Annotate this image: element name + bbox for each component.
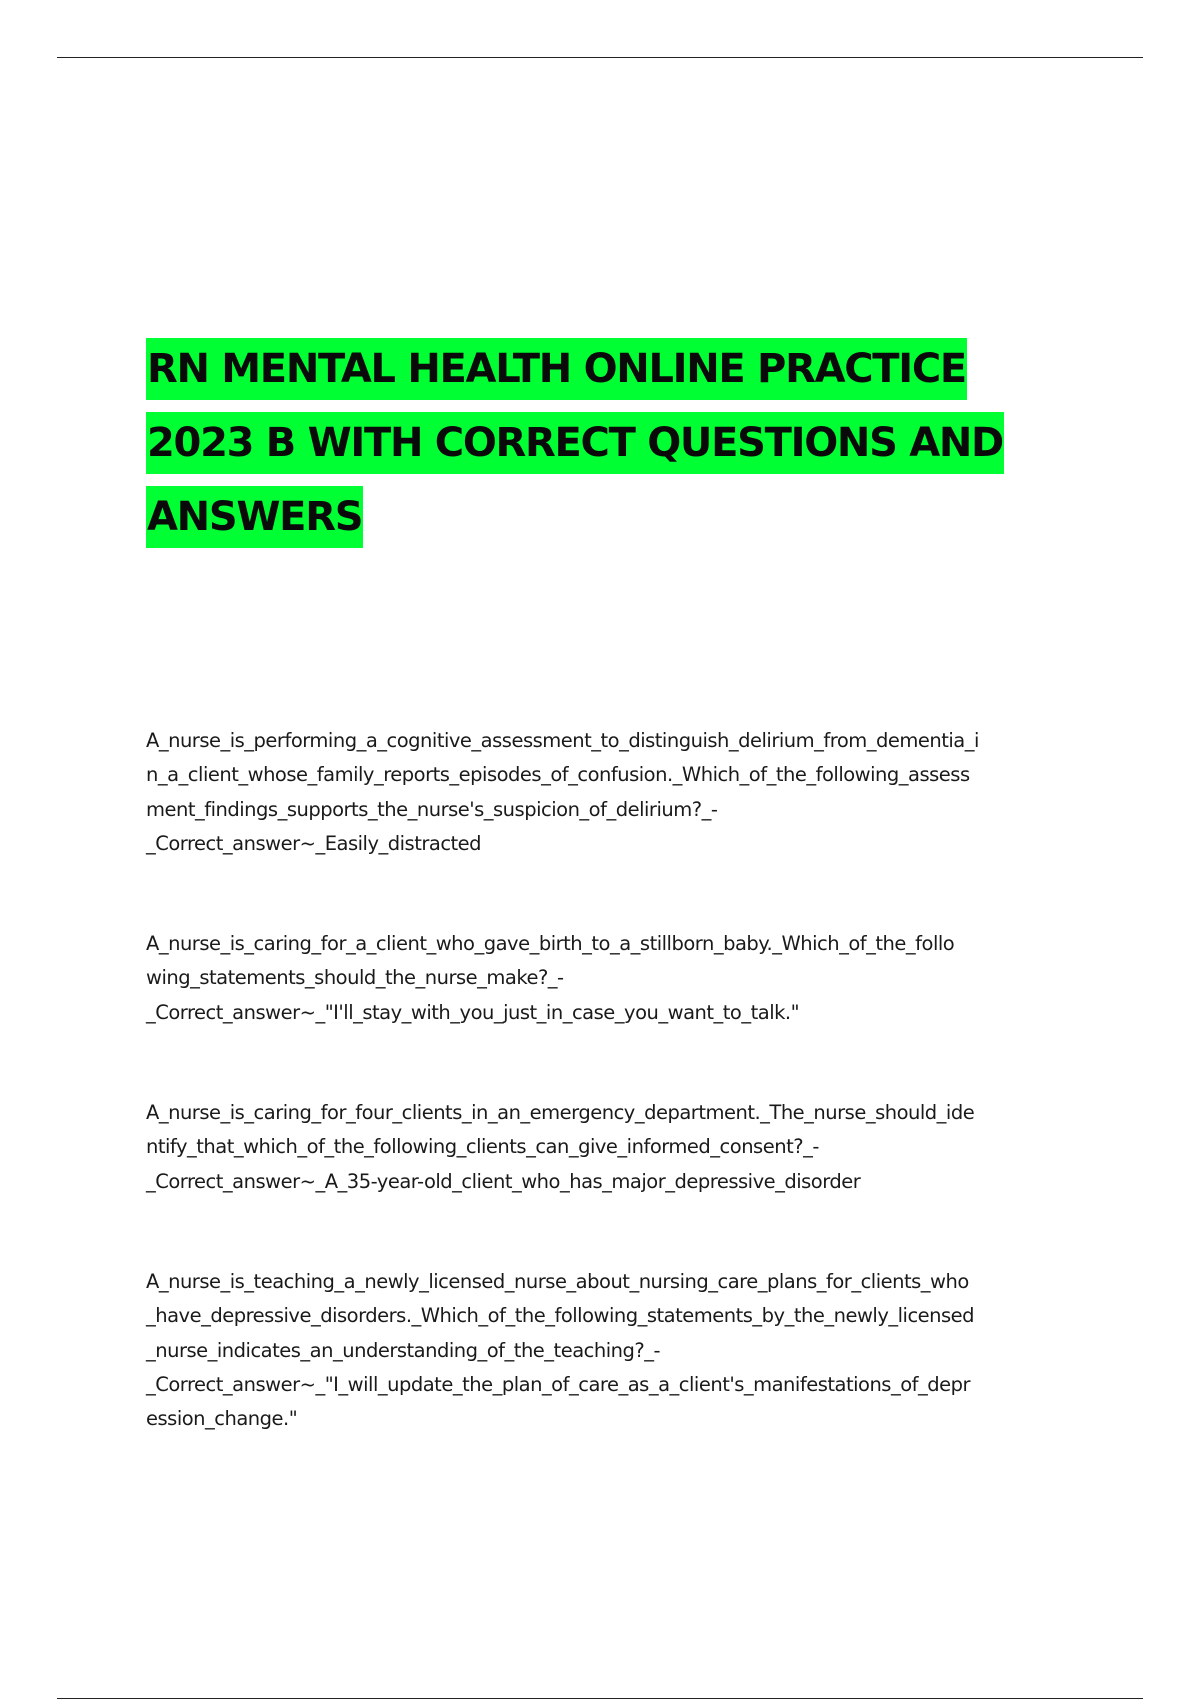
qa-item-2 [146,927,1051,1030]
qa-text-line: _nurse_indicates_an_understanding_of_the_teaching?_- [146,1338,661,1362]
title-line-2: 2023 B WITH CORRECT QUESTIONS AND [146,412,1004,474]
qa-item-3 [146,1096,1051,1199]
qa-text-line: _have_depressive_disorders._Which_of_the_following_statements_by_the_newly_licensed [146,1304,975,1328]
qa-answer-line: _Correct_answer~_"I'll_stay_with_you_just_in_case_you_want_to_talk." [146,1000,800,1024]
title-line-1: RN MENTAL HEALTH ONLINE PRACTICE [146,338,967,400]
qa-answer-line: _Correct_answer~_"I_will_update_the_plan_of_care_as_a_client's_manifestations_of_depr [146,1372,971,1396]
qa-text-line: A_nurse_is_caring_for_a_client_who_gave_birth_to_a_stillborn_baby._Which_of_the_follo [146,932,955,956]
qa-text-line: ntify_that_which_of_the_following_clients_can_give_informed_consent?_- [146,1135,819,1159]
title-line-3: ANSWERS [146,486,363,548]
qa-text-line: A_nurse_is_teaching_a_newly_licensed_nurse_about_nursing_care_plans_for_clients_who [146,1269,969,1293]
qa-item-4 [146,1265,1051,1436]
qa-text-line: ment_findings_supports_the_nurse's_suspicion_of_delirium?_- [146,797,718,821]
qa-text-line: A_nurse_is_caring_for_four_clients_in_an_emergency_department._The_nurse_should_ide [146,1101,975,1125]
qa-list [146,724,1051,1502]
document-title [146,338,1046,560]
qa-answer-line: _Correct_answer~_A_35-year-old_client_who_has_major_depressive_disorder [146,1169,861,1193]
top-rule [57,57,1143,58]
qa-text-line: A_nurse_is_performing_a_cognitive_assessment_to_distinguish_delirium_from_dementia_i [146,729,979,752]
bottom-rule [57,1698,1143,1699]
qa-text-line: wing_statements_should_the_nurse_make?_- [146,966,564,990]
qa-item-1 [146,724,1051,861]
qa-answer-line: _Correct_answer~_Easily_distracted [146,831,482,855]
qa-text-line: n_a_client_whose_family_reports_episodes_of_confusion._Which_of_the_following_assess [146,763,970,787]
qa-answer-line: ession_change." [146,1407,298,1431]
